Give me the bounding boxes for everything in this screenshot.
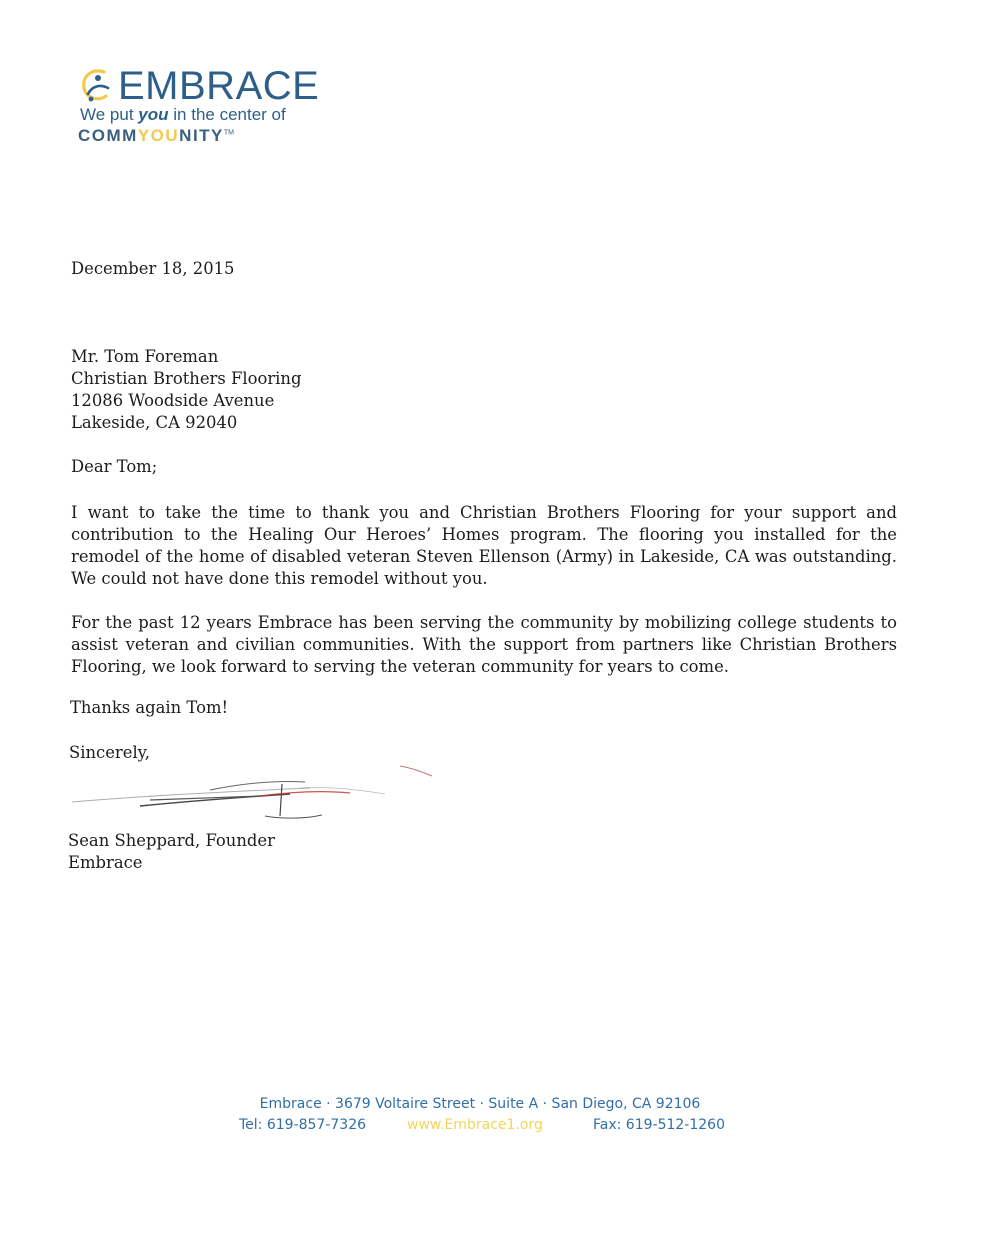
recipient-address	[71, 346, 301, 434]
recipient-street: 12086 Woodside Avenue	[71, 391, 275, 410]
recipient-name: Mr. Tom Foreman	[71, 347, 219, 366]
signer-org: Embrace	[68, 853, 143, 872]
commyounity-part-c: NITY	[179, 126, 224, 145]
footer-phone: Tel: 619-857-7326	[239, 1117, 367, 1133]
tagline-you: you	[138, 105, 169, 124]
tagline	[80, 105, 286, 125]
trademark-mark: TM	[223, 129, 235, 137]
tagline-prefix: We put	[80, 105, 134, 124]
brand-name: EMBRACE	[118, 64, 320, 108]
recipient-city: Lakeside, CA 92040	[71, 413, 238, 432]
recipient-company: Christian Brothers Flooring	[71, 369, 302, 388]
letterhead	[78, 62, 338, 152]
letter-date: December 18, 2015	[71, 259, 235, 278]
tagline-suffix: in the center of	[173, 105, 286, 124]
footer-website[interactable]: www.Embrace1.org	[407, 1117, 543, 1133]
handwritten-signature	[60, 760, 460, 830]
thanks-line: Thanks again Tom!	[70, 698, 229, 717]
footer-contact	[0, 1117, 1000, 1137]
paragraph-1: I want to take the time to thank you and Christian Brothers Flooring for your support and contribution to the Healing Our Heroes’ Homes program. The flooring you installed for the remodel of the home of disabled veteran Steven Ellenson (Army) in Lakeside, CA was outstanding. We could not have done this remodel without you.	[71, 503, 897, 588]
signer-block	[68, 830, 275, 874]
commyounity-wordmark	[78, 126, 234, 146]
salutation: Dear Tom;	[71, 457, 158, 476]
logo	[78, 62, 319, 110]
footer-fax: Fax: 619-512-1260	[593, 1117, 725, 1133]
embrace-logo-icon	[78, 66, 114, 106]
commyounity-part-b: YOU	[137, 126, 180, 145]
paragraph-2: For the past 12 years Embrace has been serving the community by mobilizing college students to assist veteran and civilian communities. With the support from partners like Christian Brothers Flooring, we look forward to serving the veteran community for years to come.	[71, 613, 897, 676]
commyounity-part-a: COMM	[78, 126, 138, 145]
footer-address: Embrace · 3679 Voltaire Street · Suite A · San Diego, CA 92106	[259, 1096, 701, 1112]
closing-line: Sincerely,	[69, 743, 150, 762]
signer-name: Sean Sheppard, Founder	[68, 831, 275, 850]
